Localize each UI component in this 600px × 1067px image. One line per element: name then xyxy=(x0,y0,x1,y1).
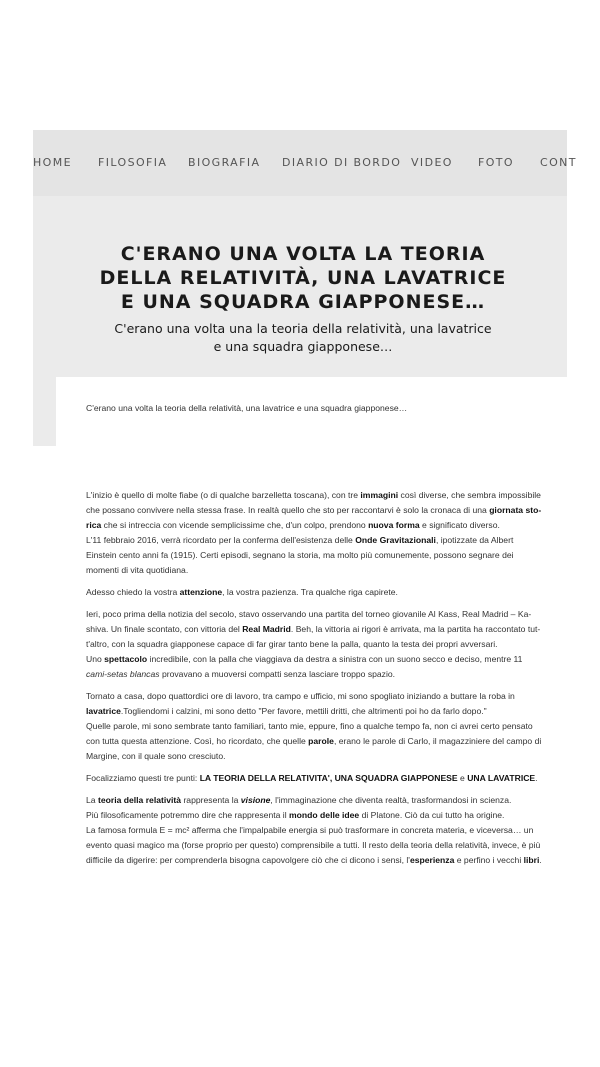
bold-italic-text: visione xyxy=(240,795,271,805)
text-span: . Beh, la vittoria ai rigori è arrivata, ma la partita ha raccontato tut-t'altro, con la squadra giapponese capace di far girar tanto bene la palla, quanto la testa dei propri avversari. xyxy=(86,624,541,649)
text-span: che si intreccia con vicende semplicissime che, d'un colpo, prendono xyxy=(101,520,369,530)
text-span: di Platone. Ciò da cui tutto ha origine. xyxy=(359,810,505,820)
article-body xyxy=(86,401,544,875)
bold-text: parole xyxy=(308,736,334,746)
text-span: La xyxy=(86,795,98,805)
bold-text: Onde Gravitazionali xyxy=(355,535,436,545)
text-span: così diverse, che sembra impossibile che possano convivere nella stessa frase. In realtà quello che sto per raccontarvi è solo la cronaca di una xyxy=(86,490,541,515)
text-span: e xyxy=(457,773,468,783)
paragraph-7 xyxy=(86,793,544,868)
bold-text: LA TEORIA DELLA RELATIVITA', UNA SQUADRA GIAPPONESE xyxy=(199,773,458,783)
text-span: Uno xyxy=(86,654,105,664)
text-span: Quelle parole, mi sono sembrate tanto familiari, tanto mie, eppure, fino a qualche tempo fa, non ci avrei certo pensato con tutta questa attenzione. Così, ho ricordato, che quelle xyxy=(86,721,533,746)
italic-text: cami-setas blancas xyxy=(86,669,160,679)
paragraph-6 xyxy=(86,771,544,786)
text-span: incredibile, con la palla che viaggiava da destra a sinistra con un suono secco e deciso, mentre 11 xyxy=(147,654,523,664)
text-span: L'11 febbraio 2016, verrà ricordato per la conferma dell'esistenza delle xyxy=(86,535,356,545)
paragraph-1 xyxy=(86,488,544,578)
bold-text: giornata sto-rica xyxy=(86,505,542,530)
bold-text: lavatrice xyxy=(86,706,121,716)
text-span: , la vostra pazienza. Tra qualche riga capirete. xyxy=(222,587,398,597)
bold-text: attenzione xyxy=(179,587,223,597)
text-span: Più filosoficamente potremmo dire che rappresenta il xyxy=(86,810,290,820)
bold-text: teoria della relatività xyxy=(97,795,182,805)
browser-viewport xyxy=(33,130,577,880)
text-span: Tornato a casa, dopo quattordici ore di lavoro, tra campo e ufficio, mi sono spogliato iniziando a buttare la roba in xyxy=(86,691,515,701)
page-title: C'ERANO UNA VOLTA LA TEORIA DELLA RELATIVITÀ, UNA LAVATRICE E UNA SQUADRA GIAPPONESE… xyxy=(99,243,507,313)
text-span: provavano a muoversi compatti senza lasciare troppo spazio. xyxy=(159,669,396,679)
text-span: Focalizziamo questi tre punti: xyxy=(86,773,200,783)
bold-text: UNA LAVATRICE xyxy=(467,773,536,783)
text-span: . xyxy=(535,773,538,783)
text-span: , ipotizzate da Albert Einstein cento anni fa (1915). Certi episodi, segnano la storia, ma molto più comunemente, possono segnare dei momenti di vita quotidiana. xyxy=(86,535,514,575)
text-span: .Togliendomi i calzini, mi sono detto "Per favore, mettili dritti, che altrimenti poi ho da farlo dopo." xyxy=(120,706,487,716)
article-intro: C'erano una volta la teoria della relatività, una lavatrice e una squadra giapponese… xyxy=(86,403,408,413)
paragraph-3 xyxy=(86,585,544,600)
nav-item-video[interactable]: VIDEO xyxy=(411,156,453,169)
nav-item-biografia[interactable]: BIOGRAFIA xyxy=(188,156,261,169)
text-span: . xyxy=(539,855,542,865)
bold-text: esperienza xyxy=(409,855,455,865)
top-navigation-bar xyxy=(33,130,577,196)
page-subtitle: C'erano una volta una la teoria della relatività, una lavatrice e una squadra giapponese… xyxy=(114,321,492,354)
paragraph-4 xyxy=(86,607,544,682)
nav-item-filosofia[interactable]: FILOSOFIA xyxy=(98,156,168,169)
nav-item-contatti[interactable]: CONT xyxy=(540,156,577,169)
text-span: e significato diverso. xyxy=(419,520,500,530)
text-span: , l'immaginazione che diventa realtà, trasformandosi in scienza. xyxy=(270,795,512,805)
nav-item-diario-di-bordo[interactable]: DIARIO DI BORDO xyxy=(282,156,402,169)
text-span: , erano le parole di Carlo, il magazziniere del campo di Margine, con il quale sono cresciuto. xyxy=(86,736,542,761)
bold-text: libri xyxy=(523,855,540,865)
bold-text: spettacolo xyxy=(104,654,148,664)
paragraph-5 xyxy=(86,689,544,764)
bold-text: Real Madrid xyxy=(242,624,291,634)
text-span: La famosa formula E = mc² afferma che l'impalpabile energia si può trasformare in concreta materia, e viceversa… un evento quasi magico ma (forse proprio per questo) comprensibile a tutti. Il resto della teoria della relatività, invece, è più difficile da digerire: per comprenderla bisogna capovolgere ciò che ci dicono i sensi, l' xyxy=(86,825,541,865)
nav-item-home[interactable]: HOME xyxy=(33,156,72,169)
text-span: Adesso chiedo la vostra xyxy=(86,587,180,597)
text-span: rappresenta la xyxy=(181,795,241,805)
text-span: L'inizio è quello di molte fiabe (o di qualche barzelletta toscana), con tre xyxy=(86,490,361,500)
article-card xyxy=(56,377,567,897)
text-span: Ieri, poco prima della notizia del secolo, stavo osservando una partita del torneo giovanile Al Kass, Real Madrid – Ka-shiva. Un finale scontato, con vittoria del xyxy=(86,609,532,634)
text-span: e perfino i vecchi xyxy=(454,855,524,865)
bold-text: immagini xyxy=(360,490,399,500)
bold-text: mondo delle idee xyxy=(289,810,360,820)
bold-text: nuova forma xyxy=(368,520,420,530)
nav-item-foto[interactable]: FOTO xyxy=(478,156,514,169)
